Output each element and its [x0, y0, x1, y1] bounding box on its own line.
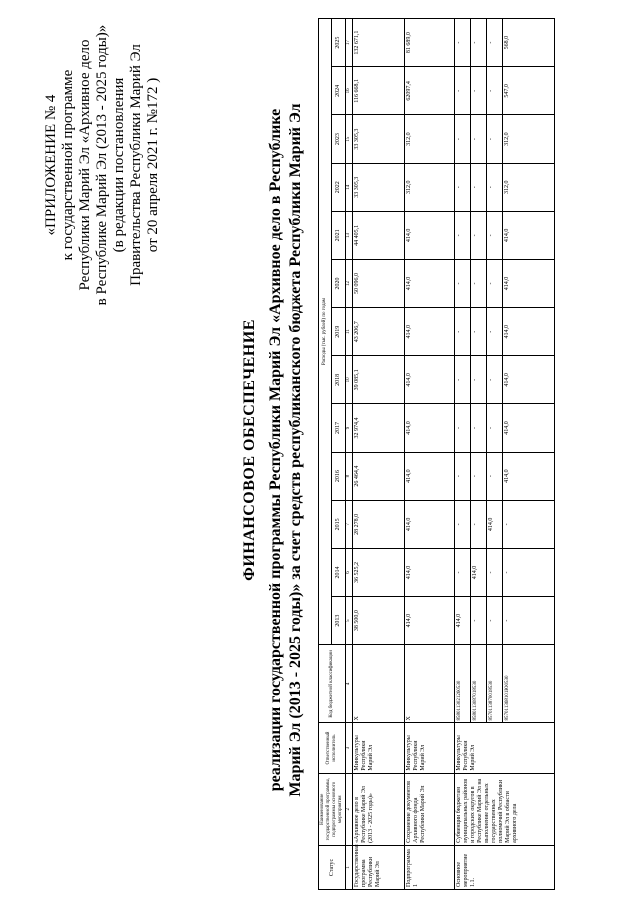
row-value: -: [471, 308, 487, 356]
year-header: 2023: [331, 115, 345, 163]
column-index: 3: [346, 723, 353, 773]
row-value: -: [455, 163, 471, 211]
row-value: 312,0: [503, 163, 555, 211]
row-value: 414,0: [503, 452, 555, 500]
row-value: 44 405,1: [353, 211, 405, 259]
row-code: 8580113087018530: [471, 645, 487, 723]
col-header-name: Наименование государственной программы, подпрограммы основного мероприятия: [319, 773, 346, 845]
row-value: 32 974,4: [353, 404, 405, 452]
header-row: [319, 19, 332, 890]
table-row: [405, 19, 455, 890]
row-name: Субвенции бюджетам муниципальных районов и городских округов в Республике Марий Эл на выполнение отдельных государственных полномочий Республики Марий Эл в области архивного дела: [455, 773, 555, 845]
row-value: 414,0: [503, 308, 555, 356]
row-value: 414,0: [405, 500, 455, 548]
row-value: -: [455, 356, 471, 404]
column-index: 5: [346, 597, 353, 645]
year-header: 2025: [331, 19, 345, 67]
row-value: -: [471, 452, 487, 500]
row-value: -: [487, 67, 503, 115]
row-value: -: [487, 115, 503, 163]
row-value: -: [487, 452, 503, 500]
row-value: -: [487, 548, 503, 596]
row-value: 414,0: [503, 211, 555, 259]
year-header: 2018: [331, 356, 345, 404]
column-index: 15: [346, 115, 353, 163]
row-value: -: [487, 259, 503, 307]
row-value: 414,0: [405, 211, 455, 259]
row-value: 414,0: [405, 597, 455, 645]
row-value: 568,0: [503, 19, 555, 67]
row-value: -: [471, 19, 487, 67]
appendix-line: «ПРИЛОЖЕНИЕ № 4: [43, 94, 59, 236]
document-title: ФИНАНСОВОЕ ОБЕСПЕЧЕНИЕ: [241, 319, 258, 581]
row-value: 50 096,0: [353, 259, 405, 307]
column-index: 12: [346, 259, 353, 307]
row-value: 414,0: [471, 548, 487, 596]
table-row: [455, 19, 471, 890]
row-status: Подпрограмма 1: [405, 845, 455, 889]
year-header: 2019: [331, 308, 345, 356]
row-value: 132 671,1: [353, 19, 405, 67]
row-value: 116 668,1: [353, 67, 405, 115]
row-value: 312,0: [503, 115, 555, 163]
row-executor: Минкультуры Республики Марий Эл: [353, 723, 405, 773]
year-header: 2014: [331, 548, 345, 596]
row-value: -: [503, 548, 555, 596]
row-value: -: [471, 404, 487, 452]
row-code: 857011368101Ю0530: [503, 645, 555, 723]
year-header: 2024: [331, 67, 345, 115]
appendix-block: [43, 0, 162, 330]
row-value: -: [503, 597, 555, 645]
appendix-line: к государственной программе: [60, 69, 76, 261]
row-value: -: [455, 404, 471, 452]
year-header: 2017: [331, 404, 345, 452]
document-subtitle-line2: Марий Эл (2013 - 2025 годы)» за счет средств республиканского бюджета Республики Марий Эл: [287, 103, 304, 797]
year-header: 2020: [331, 259, 345, 307]
appendix-line: от 20 апреля 2021 г. №172 ): [145, 77, 161, 253]
row-value: -: [487, 19, 503, 67]
appendix-line: (в редакции постановления: [111, 77, 127, 253]
row-value: 414,0: [405, 452, 455, 500]
col-header-code: Код бюджетной классификации: [319, 645, 346, 723]
row-value: 312,0: [405, 163, 455, 211]
row-value: -: [455, 500, 471, 548]
row-value: 414,0: [405, 356, 455, 404]
row-code: Х: [353, 645, 405, 723]
row-value: -: [455, 259, 471, 307]
row-value: 33 305,3: [353, 115, 405, 163]
row-value: 36 525,2: [353, 548, 405, 596]
column-index: 16: [346, 67, 353, 115]
row-value: -: [471, 259, 487, 307]
row-value: -: [455, 452, 471, 500]
row-value: 43 206,7: [353, 308, 405, 356]
col-header-expenses: Расходы (тыс. рублей) по годам: [319, 19, 332, 645]
col-header-executor: Ответственный исполнитель: [319, 723, 346, 773]
row-value: 414,0: [405, 308, 455, 356]
financing-table: [318, 18, 555, 890]
row-value: -: [455, 211, 471, 259]
row-value: -: [487, 356, 503, 404]
row-value: -: [487, 597, 503, 645]
row-value: -: [471, 211, 487, 259]
row-value: 414,0: [405, 548, 455, 596]
row-value: -: [487, 308, 503, 356]
row-value: 312,0: [405, 115, 455, 163]
column-index: 9: [346, 404, 353, 452]
year-header: 2015: [331, 500, 345, 548]
row-value: -: [471, 163, 487, 211]
appendix-line: в Республике Марий Эл (2013 - 2025 годы)»: [94, 24, 110, 306]
row-value: -: [455, 548, 471, 596]
row-value: -: [455, 19, 471, 67]
row-executor: Минкультуры Республики Марий Эл: [405, 723, 455, 773]
row-value: -: [471, 500, 487, 548]
row-value: -: [487, 211, 503, 259]
column-index: 8: [346, 452, 353, 500]
row-name: «Архивное дело в Республике Марий Эл (2013 - 2025 годы)»: [353, 773, 405, 845]
row-value: 414,0: [503, 356, 555, 404]
column-index: 1: [346, 845, 353, 889]
row-status: Основное мероприятие 1.1.: [455, 845, 555, 889]
row-value: 81 689,0: [405, 19, 455, 67]
appendix-line: Республики Марий Эл «Архивное дело: [77, 39, 93, 291]
row-code: 8570113870018530: [487, 645, 503, 723]
column-index: 17: [346, 19, 353, 67]
row-status: Государственная программа Республики Марий Эл: [353, 845, 405, 889]
row-value: 28 278,0: [353, 500, 405, 548]
row-value: -: [471, 115, 487, 163]
row-value: 414,0: [455, 597, 471, 645]
rotated-content: [15, 10, 625, 890]
table-body: [353, 19, 555, 890]
column-index: 6: [346, 548, 353, 596]
row-value: -: [455, 67, 471, 115]
row-value: 39 085,1: [353, 356, 405, 404]
row-value: 26 464,4: [353, 452, 405, 500]
row-value: 414,0: [487, 500, 503, 548]
year-header: 2016: [331, 452, 345, 500]
appendix-line: Правительства Республики Марий Эл: [128, 44, 144, 286]
row-value: 414,0: [503, 259, 555, 307]
row-value: -: [487, 163, 503, 211]
row-value: 547,0: [503, 67, 555, 115]
row-value: 33 305,3: [353, 163, 405, 211]
column-index: 10: [346, 356, 353, 404]
column-index: 7: [346, 500, 353, 548]
row-value: -: [455, 308, 471, 356]
row-code: Х: [405, 645, 455, 723]
table-row: [353, 19, 405, 890]
row-value: -: [471, 67, 487, 115]
row-value: 38 500,0: [353, 597, 405, 645]
document-subtitle-line1: реализации государственной программы Республики Марий Эл «Архивное дело в Республике: [267, 108, 284, 792]
row-executor: Минкультуры Республики Марий Эл: [455, 723, 555, 773]
column-index: 13: [346, 211, 353, 259]
row-value: 414,0: [503, 404, 555, 452]
column-index: 14: [346, 163, 353, 211]
column-index: 11: [346, 308, 353, 356]
year-header: 2021: [331, 211, 345, 259]
row-value: -: [455, 115, 471, 163]
row-value: -: [487, 404, 503, 452]
row-code: 8580113021260530: [455, 645, 471, 723]
index-row: [346, 19, 353, 890]
row-value: -: [503, 500, 555, 548]
col-header-status: Статус: [319, 845, 346, 889]
column-index: 2: [346, 773, 353, 845]
column-index: 4: [346, 645, 353, 723]
row-value: 414,0: [405, 404, 455, 452]
row-value: 62097,4: [405, 67, 455, 115]
year-header: 2022: [331, 163, 345, 211]
row-value: -: [471, 597, 487, 645]
row-name: Сохранение документов Архивного фонда Республики Марий Эл: [405, 773, 455, 845]
row-value: -: [471, 356, 487, 404]
row-value: 414,0: [405, 259, 455, 307]
year-header: 2013: [331, 597, 345, 645]
